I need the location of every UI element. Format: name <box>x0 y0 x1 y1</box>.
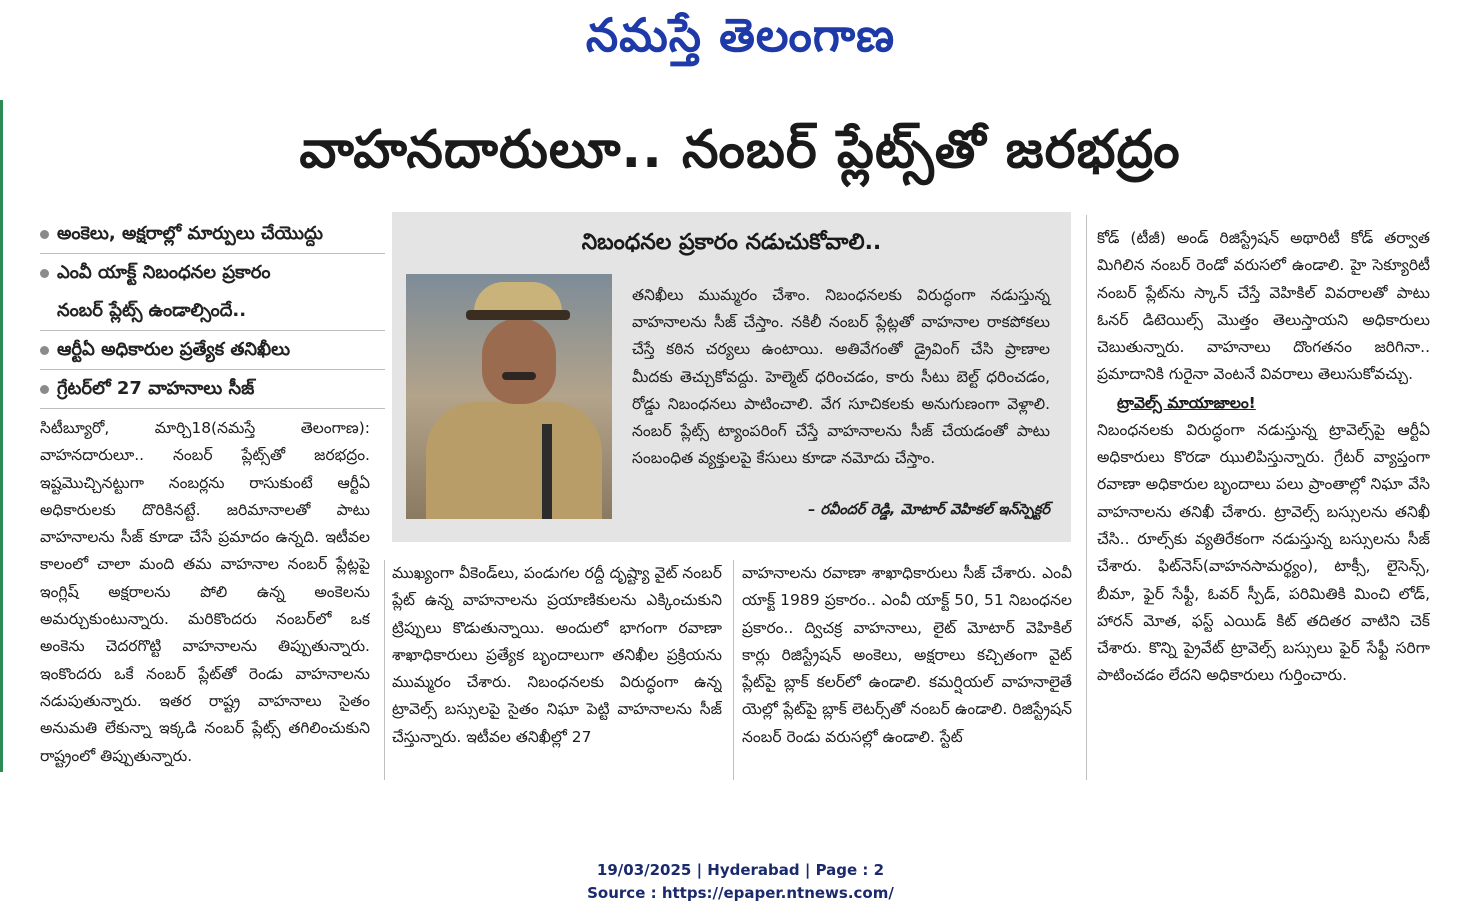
inspector-photo <box>406 274 612 519</box>
section-subheading: ట్రావెల్స్ మాయాజాలం! <box>1117 393 1256 412</box>
bullet-dot-icon <box>40 269 49 278</box>
quote-box <box>392 212 1071 542</box>
article-column-left <box>40 415 370 780</box>
newspaper-masthead: నమస్తే తెలంగాణ <box>585 8 896 62</box>
bullet-dot-icon <box>40 346 49 355</box>
article-column-right <box>1097 225 1430 780</box>
bullet-item: గ్రేటర్‌లో 27 వాహనాలు సీజ్ <box>40 370 385 409</box>
column-divider <box>733 560 734 780</box>
bullet-item-continued: నంబర్ ప్లేట్స్ ఉండాల్సిందే.. <box>40 292 385 331</box>
article-paragraph: నిబంధనలకు విరుద్ధంగా నడుస్తున్న ట్రావెల్స్‌పై ఆర్టీఏ అధికారులు కొరడా ఝులిపిస్తున్నారు. గ్రేటర్ వ్యాప్తంగా రవాణా అధికారుల బృందాలు పలు ప్రాంతాల్లో నిఘా వేసి వాహనాలను తనిఖీ చేశారు. ట్రావెల్స్ బస్సులను తనిఖీ చేసి.. రూల్స్‌కు వ్యతిరేకంగా నడుస్తున్న బస్సులను సీజ్ చేశారు. ఫిట్‌నెస్(వాహనసామర్థ్యం), టాక్సీ, లైసెన్స్, బీమా, ఫైర్ సేఫ్టీ, ఓవర్ స్పీడ్, పరిమితికి మించి లోడ్, హారన్ మోత, ఫస్ట్ ఎయిడ్ కిట్ తదితర వాటిని చెక్ చేశారు. కొన్ని ప్రైవేట్ ట్రావెల్స్ బస్సులు ఫైర్ సేఫ్టీ సరిగా పాటించడం లేదని అధికారులు గుర్తించారు. <box>1097 420 1430 685</box>
article-headline: వాహనదారులూ.. నంబర్ ప్లేట్స్‌తో జరభద్రం <box>299 120 1181 180</box>
bullet-dot-icon <box>40 385 49 394</box>
footer-date-line: 19/03/2025 | Hyderabad | Page : 2 <box>596 861 885 879</box>
quote-box-text: తనిఖీలు ముమ్మరం చేశాం. నిబంధనలకు విరుద్ధంగా నడుస్తున్న వాహనాలను సీజ్ చేస్తాం. నకిలీ నంబర్ ప్లేట్లతో వాహనాల రాకపోకలు చేస్తే కఠిన చర్యలు ఉంటాయి. అతివేగంతో డ్రైవింగ్ చేసి ప్రాణాల మీదకు తెచ్చుకోవద్దు. హెల్మెట్ ధరించడం, కారు సీటు బెల్ట్ ధరించడం, రోడ్డు నిబంధనలు పాటించాలి. వేగ సూచికలకు అనుగుణంగా వెళ్లాలి. నంబర్ ప్లేట్స్ ట్యాంపరింగ్ చేస్తే వాహనాలను సీజ్ చేయడంతో పాటు సంబంధిత వ్యక్తులపై కేసులు కూడా నమోదు చేస్తాం. <box>632 286 1050 468</box>
bullet-item: ఆర్టీఏ అధికారుల ప్రత్యేక తనిఖీలు <box>40 331 385 370</box>
column-divider <box>384 560 385 780</box>
article-paragraph: కోడ్ (టీజీ) అండ్ రిజిస్ట్రేషన్ అథారిటీ కోడ్ తర్వాత మిగిలిన నంబర్ రెండో వరుసలో ఉండాలి. హై సెక్యూరిటీ నంబర్ ప్లేట్‌ను స్కాన్ చేస్తే వెహికిల్ వివరాలతో పాటు ఓనర్ డిటెయిల్స్ మొత్తం తెలుస్తాయని అధికారులు చెబుతున్నారు. వాహనాలు దొంగతనం జరిగినా.. ప్రమాదానికి గురైనా వెంటనే వివరాలు తెలుసుకోవచ్చు. <box>1097 229 1430 384</box>
quote-attribution: – రవీందర్ రెడ్డి, మోటార్ వెహికల్ ఇన్‌స్పెక్టర్ <box>808 502 1050 518</box>
quote-box-title: నిబంధనల ప్రకారం నడుచుకోవాలి.. <box>581 230 882 255</box>
bullet-dot-icon <box>40 230 49 239</box>
bullet-item: ఎంవీ యాక్ట్ నిబంధనల ప్రకారం <box>40 254 385 292</box>
footer-source-line: Source : https://epaper.ntnews.com/ <box>587 884 894 902</box>
column-divider <box>1086 215 1087 780</box>
article-column-middle-1 <box>392 560 722 780</box>
article-paragraph: సిటీబ్యూరో, మార్చి18(నమస్తే తెలంగాణ): వాహనదారులూ.. నంబర్ ప్లేట్స్‌తో జరభద్రం. ఇష్టమొచ్చినట్టుగా నంబర్లను రాసుకుంటే ఆర్టీఏ అధికారులకు దొరికినట్టే. జరిమానాలతో పాటు వాహనాలను సీజ్ కూడా చేసే ప్రమాదం ఉన్నది. ఇటీవల కాలంలో చాలా మంది తమ వాహనాల నంబర్ ప్లేట్లపై ఇంగ్లిష్ అక్షరాలను పోలి ఉన్న అంకెలను అమర్చుకుంటున్నారు. మరికొందరు నంబర్‌లో ఒక అంకెను చెదరగొట్టి వాహనాలను తిప్పుతున్నారు. ఇంకొందరు ఒకే నంబర్ ప్లేట్‌తో రెండు వాహనాలను నడుపుతున్నారు. ఇతర రాష్ట్ర వాహనాలు సైతం అనుమతి లేకున్నా ఇక్కడి నంబర్ ప్లేట్స్ తగిలించుకుని రాష్ట్రంలో తిప్పుతున్నారు. <box>40 419 370 765</box>
article-column-middle-2 <box>742 560 1072 780</box>
article-paragraph: ముఖ్యంగా వీకెండ్‌లు, పండుగల రద్దీ దృష్ట్యా వైట్ నంబర్ ప్లేట్ ఉన్న వాహనాలను ప్రయాణికులను ఎక్కించుకుని ట్రిప్పులు కొడుతున్నాయి. అందులో భాగంగా రవాణా శాఖాధికారులు ప్రత్యేక బృందాలుగా తనిఖీల ప్రక్రియను ముమ్మరం చేశారు. నిబంధనలకు విరుద్ధంగా ఉన్న ట్రావెల్స్ బస్సులపై సైతం నిఘా పెట్టి వాహనాలను సీజ్ చేస్తున్నారు. ఇటీవల తనిఖీల్లో 27 <box>392 564 722 746</box>
highlight-bullets <box>40 215 385 409</box>
left-accent-rule <box>0 100 3 772</box>
bullet-item: అంకెలు, అక్షరాల్లో మార్పులు చేయొద్దు <box>40 215 385 254</box>
article-paragraph: వాహనాలను రవాణా శాఖాధికారులు సీజ్ చేశారు. ఎంవీ యాక్ట్ 1989 ప్రకారం.. ఎంవీ యాక్ట్ 50, 51 నిబంధనల ప్రకారం.. ద్విచక్ర వాహనాలు, లైట్ మోటార్ వెహికిల్ కార్లు రిజిస్ట్రేషన్ అంకెలు, అక్షరాలు కచ్చితంగా వైట్ ప్లేట్‌పై బ్లాక్ కలర్‌లో ఉండాలి. కమర్షియల్ వాహనాలైతే యెల్లో ప్లేట్‌పై బ్లాక్ లెటర్స్‌తో నంబర్ ఉండాలి. రిజిస్ట్రేషన్ నంబర్ రెండు వరుసల్లో ఉండాలి. స్టేట్ <box>742 564 1072 746</box>
